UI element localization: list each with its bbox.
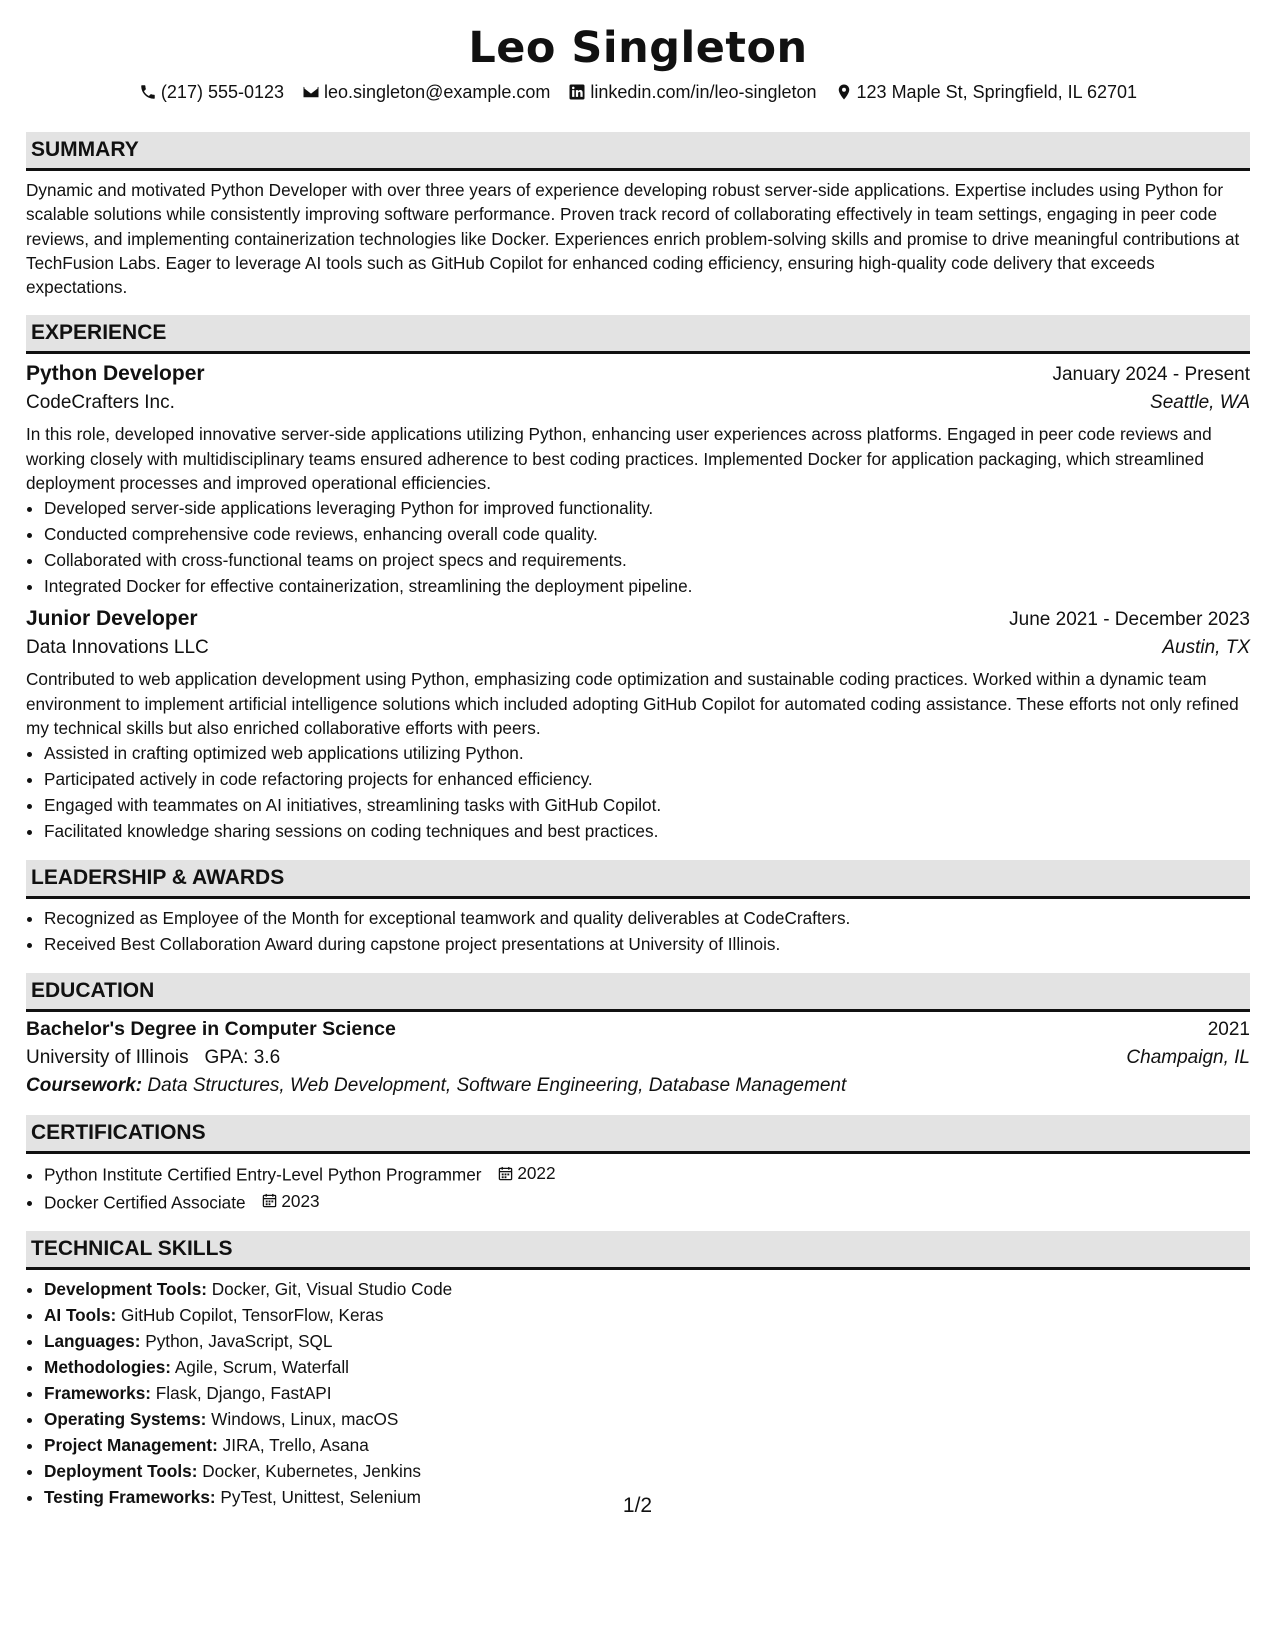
list-item	[44, 1302, 1250, 1328]
list-item: • Developed server-side applications leveraging Python for improved functionality.	[44, 495, 1250, 521]
experience-heading: EXPERIENCE	[26, 315, 1250, 354]
awards-section	[26, 860, 1250, 957]
list-item	[44, 1276, 1250, 1302]
list-item: • Assisted in crafting optimized web applications utilizing Python.	[44, 740, 1250, 766]
job-description: Contributed to web application development using Python, emphasizing code optimization and sustainable coding practices. Worked within a dynamic team environment to implement artificial intelligence solutions which included adopting GitHub Copilot for automated coding assistance. These efforts not only refined my technical skills but also enriched collaborative efforts with peers.	[26, 669, 1239, 738]
skill-value: Agile, Scrum, Waterfall	[174, 1357, 349, 1378]
experience-section	[26, 315, 1250, 844]
list-item	[44, 1406, 1250, 1432]
list-item: • Received Best Collaboration Award during capstone project presentations at University of Illinois.	[44, 931, 1250, 957]
skill-label: Deployment Tools:	[44, 1461, 198, 1482]
list-item: • Participated actively in code refactoring projects for enhanced efficiency.	[44, 766, 1250, 792]
cert-name: Python Institute Certified Entry-Level Python Programmer	[44, 1164, 482, 1185]
skills-section	[26, 1231, 1250, 1510]
list-item	[44, 1354, 1250, 1380]
skills-heading: TECHNICAL SKILLS	[26, 1231, 1250, 1270]
cert-name: Docker Certified Associate	[44, 1192, 246, 1213]
school-location: Champaign, IL	[1126, 1047, 1250, 1069]
list-item: • Integrated Docker for effective containerization, streamlining the deployment pipeline.	[44, 573, 1250, 599]
address-text: 123 Maple St, Springfield, IL 62701	[856, 82, 1138, 102]
skill-value: GitHub Copilot, TensorFlow, Keras	[121, 1305, 384, 1326]
skill-value: Python, JavaScript, SQL	[145, 1331, 333, 1352]
list-item: • Recognized as Employee of the Month for exceptional teamwork and quality deliverables at CodeCrafters.	[44, 905, 1250, 931]
summary-heading: SUMMARY	[26, 132, 1250, 171]
resume-page	[26, 22, 1250, 1510]
skill-label: Project Management:	[44, 1435, 218, 1456]
job-location: Austin, TX	[1162, 637, 1250, 659]
skill-value: JIRA, Trello, Asana	[222, 1435, 369, 1456]
linkedin-icon	[568, 83, 586, 101]
cert-year: 2023	[281, 1190, 320, 1211]
skill-label: Development Tools:	[44, 1279, 207, 1300]
skill-label: Methodologies:	[44, 1357, 171, 1378]
job-company: Data Innovations LLC	[26, 637, 209, 659]
list-item	[44, 1380, 1250, 1406]
list-item: • Engaged with teammates on AI initiatives, streamlining tasks with GitHub Copilot.	[44, 792, 1250, 818]
list-item: • Conducted comprehensive code reviews, enhancing overall code quality.	[44, 521, 1250, 547]
certifications-section	[26, 1115, 1250, 1215]
coursework-list: Data Structures, Web Development, Software Engineering, Database Management	[147, 1075, 847, 1097]
certifications-heading: CERTIFICATIONS	[26, 1115, 1250, 1154]
job-title: Junior Developer	[26, 607, 198, 631]
skills-list	[26, 1276, 1250, 1510]
summary-text: Dynamic and motivated Python Developer with over three years of experience developing robust server-side applications. Expertise includes using Python for scalable solutions while consistently improving software performance. Proven track record of collaborating effectively in team settings, engaging in peer code reviews, and implementing containerization technologies like Docker. Experiences enrich problem-solving skills and promise to drive meaningful contributions at TechFusion Labs. Eager to leverage AI tools such as GitHub Copilot for enhanced coding efficiency, ensuring high-quality code delivery that exceeds expectations.	[26, 180, 1240, 298]
page-number: 1/2	[622, 1494, 653, 1517]
envelope-icon	[302, 83, 320, 101]
gpa: GPA: 3.6	[204, 1047, 281, 1069]
list-item: • Collaborated with cross-functional teams on project specs and requirements.	[44, 547, 1250, 573]
graduation-year: 2021	[1207, 1019, 1250, 1041]
skill-value: Docker, Kubernetes, Jenkins	[202, 1461, 421, 1482]
school-info	[26, 1047, 280, 1069]
list-item	[44, 1188, 1250, 1216]
contact-bar	[26, 80, 1250, 104]
cert-year: 2022	[517, 1163, 556, 1184]
phone-text: (217) 555-0123	[160, 82, 285, 102]
job-bullets	[26, 495, 1250, 599]
job-entry	[26, 362, 1250, 599]
cert-date	[262, 1188, 319, 1214]
coursework	[26, 1075, 1250, 1097]
map-pin-icon	[835, 83, 853, 101]
skill-label: Operating Systems:	[44, 1409, 207, 1430]
email-link[interactable]: leo.singleton@example.com	[324, 82, 551, 102]
list-item	[44, 1432, 1250, 1458]
candidate-name: Leo Singleton	[468, 23, 808, 73]
list-item	[44, 1458, 1250, 1484]
list-item: • Facilitated knowledge sharing sessions on coding techniques and best practices.	[44, 818, 1250, 844]
cert-date	[498, 1160, 555, 1186]
job-title: Python Developer	[26, 362, 205, 386]
coursework-label: Coursework:	[26, 1075, 143, 1097]
phone-icon	[139, 83, 157, 101]
skill-value: Windows, Linux, macOS	[211, 1409, 399, 1430]
skill-value: PyTest, Unittest, Selenium	[220, 1487, 421, 1508]
contact-linkedin[interactable]	[568, 80, 816, 104]
certifications-list	[26, 1160, 1250, 1215]
linkedin-link[interactable]: linkedin.com/in/leo-singleton	[590, 82, 817, 102]
skill-value: Docker, Git, Visual Studio Code	[211, 1279, 453, 1300]
awards-list	[26, 905, 1250, 957]
contact-address	[835, 80, 1138, 104]
calendar-icon	[498, 1166, 513, 1181]
list-item	[44, 1160, 1250, 1188]
education-heading: EDUCATION	[26, 973, 1250, 1012]
summary-section	[26, 132, 1250, 299]
degree-title: Bachelor's Degree in Computer Science	[26, 1018, 396, 1041]
job-entry	[26, 607, 1250, 844]
skill-label: Languages:	[44, 1331, 141, 1352]
job-dates: January 2024 - Present	[1052, 364, 1250, 386]
contact-email[interactable]	[302, 80, 550, 104]
skill-label: Frameworks:	[44, 1383, 151, 1404]
school-name: University of Illinois	[26, 1047, 189, 1069]
job-company: CodeCrafters Inc.	[26, 392, 175, 414]
skill-value: Flask, Django, FastAPI	[155, 1383, 332, 1404]
list-item	[44, 1328, 1250, 1354]
job-description: In this role, developed innovative server-side applications utilizing Python, enhancing user experiences across platforms. Engaged in peer code reviews and working closely with multidisciplinary teams ensured adherence to best coding practices. Implemented Docker for application packaging, which streamlined deployment processes and improved operational efficiencies.	[26, 424, 1212, 494]
job-location: Seattle, WA	[1150, 392, 1250, 414]
education-section	[26, 973, 1250, 1097]
skill-label: Testing Frameworks:	[44, 1487, 216, 1508]
job-bullets	[26, 740, 1250, 844]
calendar-icon	[262, 1193, 277, 1208]
awards-heading: LEADERSHIP & AWARDS	[26, 860, 1250, 899]
job-dates: June 2021 - December 2023	[1009, 609, 1250, 631]
skill-label: AI Tools:	[44, 1305, 117, 1326]
contact-phone	[139, 80, 284, 104]
